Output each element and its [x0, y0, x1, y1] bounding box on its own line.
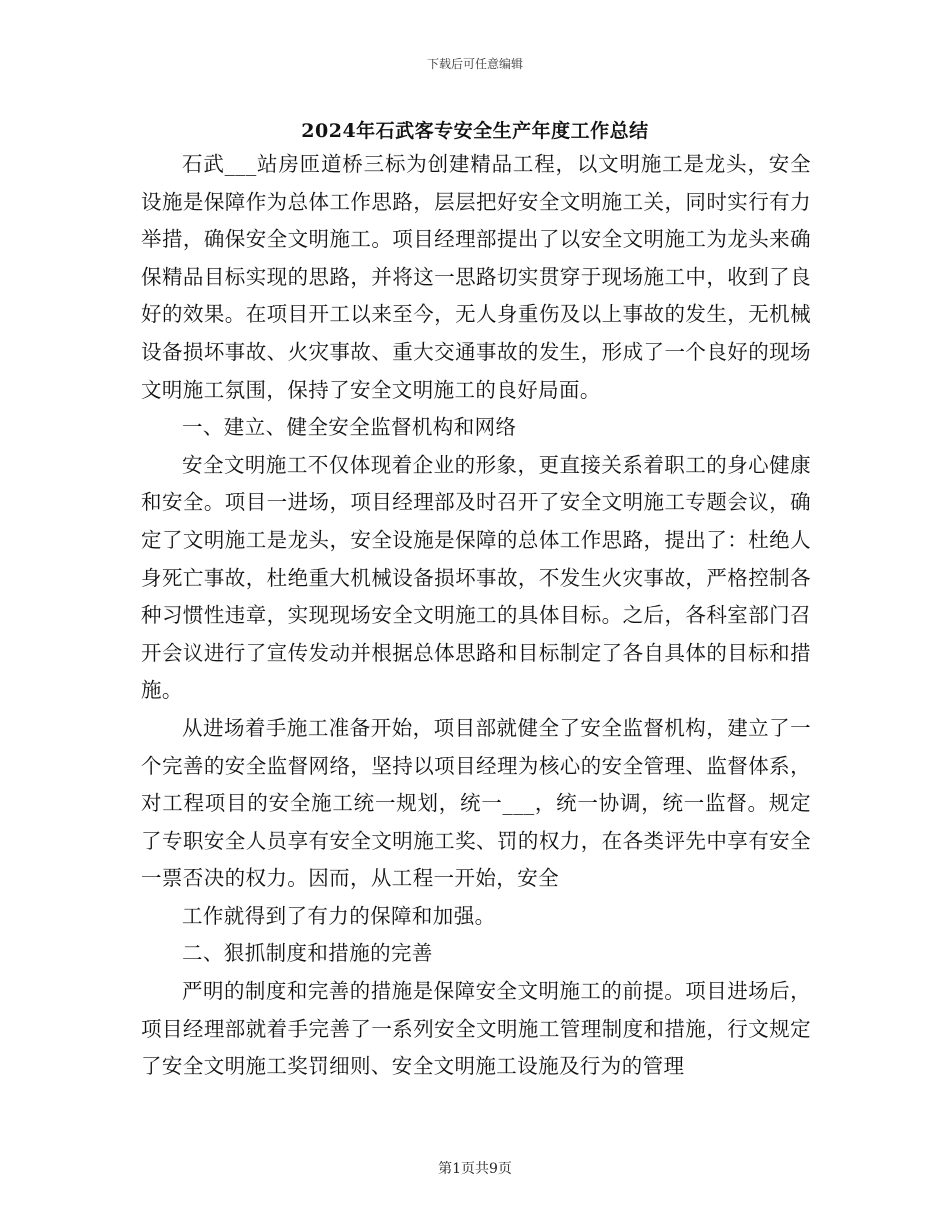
section-1-paragraph-2: 从进场着手施工准备开始，项目部就健全了安全监督机构，建立了一个完善的安全监督网络，坚持以项目经理为核心的安全管理、监督体系，对工程项目的安全施工统一规划，统一___，统一协调，统一监督。规定了专职安全人员享有安全文明施工奖、罚的权力，在各类评先中享有安全一票否决的权力。因而，从工程一开始，安全: [141, 715, 811, 891]
page-number: 第1页共9页: [438, 1161, 512, 1177]
section-heading-1: 一、建立、健全安全监督机构和网络: [182, 415, 517, 440]
section-1-paragraph-1: 安全文明施工不仅体现着企业的形象，更直接关系着职工的身心健康和安全。项目一进场，项目经理部及时召开了安全文明施工专题会议，确定了文明施工是龙头，安全设施是保障的总体工作思路，提出了：杜绝人身死亡事故，杜绝重大机械设备损坏事故，不发生火灾事故，严格控制各种习惯性违章，实现现场安全文明施工的具体目标。之后，各科室部门召开会议进行了宣传发动并根据总体思路和目标制定了各自具体的目标和措施。: [141, 452, 811, 703]
section-1-paragraph-3: 工作就得到了有力的保障和加强。: [182, 903, 496, 928]
document-body: [141, 146, 811, 1086]
section-2-paragraph-1: 严明的制度和完善的措施是保障安全文明施工的前提。项目进场后，项目经理部就着手完善了一系列安全文明施工管理制度和措施，行文规定了安全文明施工奖罚细则、安全文明施工设施及行为的管理: [141, 979, 811, 1079]
document-title: 2024年石武客专安全生产年度工作总结: [301, 120, 649, 142]
page-header-note: 下载后可任意编辑: [426, 57, 523, 71]
intro-paragraph: 石武___站房匝道桥三标为创建精品工程，以文明施工是龙头，安全设施是保障作为总体工作思路，层层把好安全文明施工关，同时实行有力举措，确保安全文明施工。项目经理部提出了以安全文明施工为龙头来确保精品目标实现的思路，并将这一思路切实贯穿于现场施工中，收到了良好的效果。在项目开工以来至今，无人身重伤及以上事故的发生，无机械设备损坏事故、火灾事故、重大交通事故的发生，形成了一个良好的现场文明施工氛围，保持了安全文明施工的良好局面。: [141, 152, 811, 402]
section-heading-2: 二、狠抓制度和措施的完善: [182, 941, 433, 966]
